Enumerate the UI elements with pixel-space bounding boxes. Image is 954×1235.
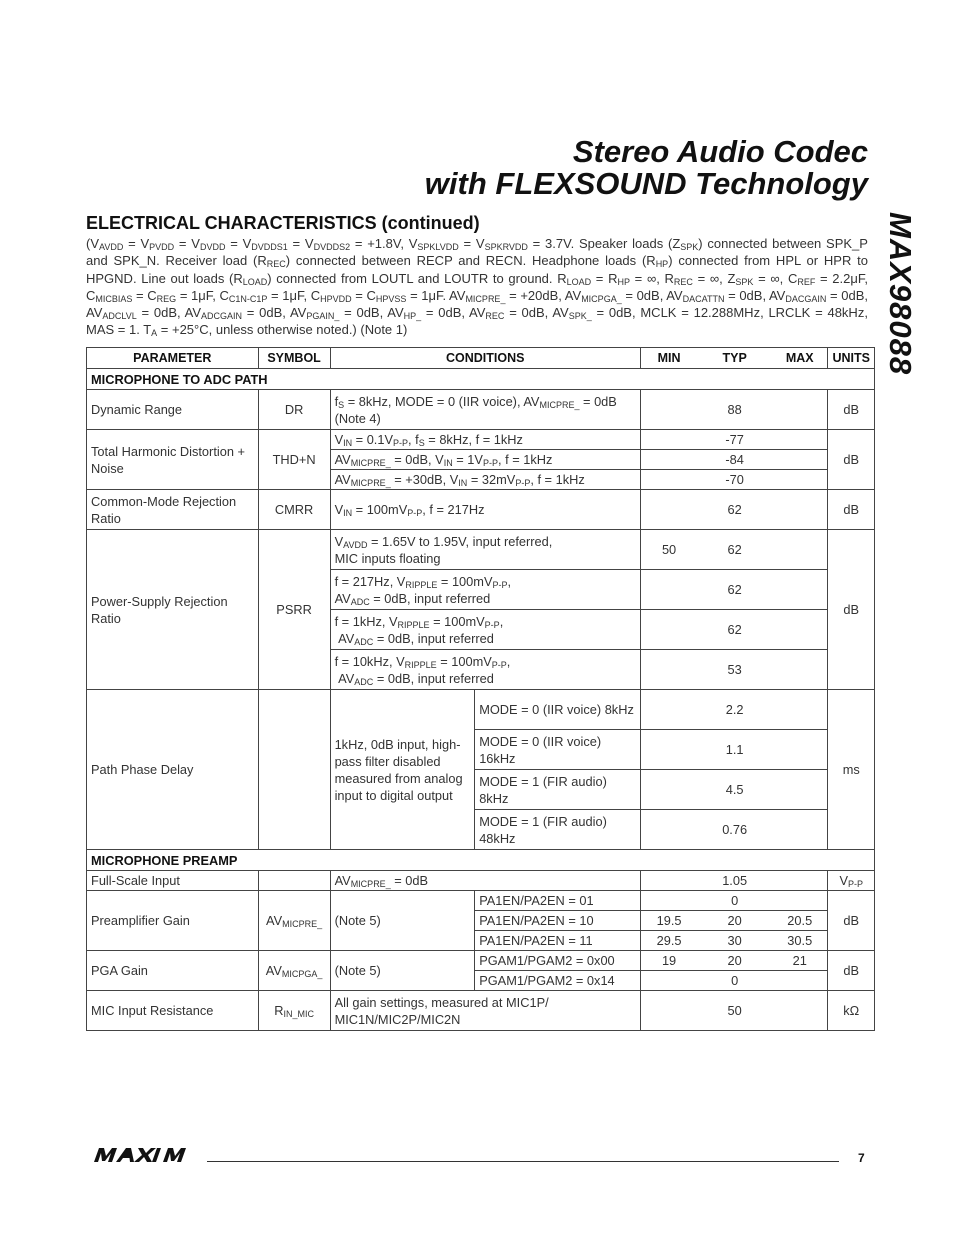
symbol-cell: THD+N [258, 430, 330, 490]
condition-cell: All gain settings, measured at MIC1P/ MIC1N/MIC2P/MIC2N [330, 991, 640, 1031]
typ-cell: 62 [697, 530, 772, 570]
setting-cell: PA1EN/PA2EN = 01 [475, 891, 641, 911]
col-units: UNITS [828, 348, 875, 369]
max-cell: 30.5 [772, 931, 828, 951]
typ-cell: -84 [697, 450, 772, 470]
symbol-cell: $R_{IN\_MIC}$ [258, 991, 330, 1031]
symbol-cell: CMRR [258, 490, 330, 530]
col-parameter: PARAMETER [87, 348, 259, 369]
col-max: MAX [772, 348, 828, 369]
typ-cell: 62 [697, 490, 772, 530]
section-row [87, 850, 875, 871]
condition-cell: $AV_{MICPRE\_} = 0dB$ [330, 871, 640, 891]
table-row [87, 430, 875, 450]
units-cell: dB [828, 951, 875, 991]
param-cell: PGA Gain [87, 951, 259, 991]
min-cell: 19 [640, 951, 697, 971]
condition-cell: 1kHz, 0dB input, high-pass filter disabled measured from analog input to digital output [330, 690, 475, 850]
condition-cell: $V_{IN} = 0.1V_{P-P}$, $f_S = 8kHz$, f = 1kHz [330, 430, 640, 450]
param-cell: Full-Scale Input [87, 871, 259, 891]
mode-cell: MODE = 1 (FIR audio) 8kHz [475, 770, 641, 810]
test-conditions: ($V_{AVDD} = V_{PVDD} = V_{DVDD} = V_{DVDDS1} = V_{DVDDS2} = +1.8V$, $V_{SPKLVDD} = V_{SPKRVDD} = 3.7V$. Speaker loads $(Z_{SPK})$ connected between SPK_P and SPK_N. Receiver load $(R_{REC})$ connected between RECP and RECN. Headphone loads $(R_{HP})$ connected from HPL or HPR to HPGND. Line out loads $(R_{LOAD})$ connected from LOUTL and LOUTR to ground. $R_{LOAD} = R_{HP}$ = ∞, $R_{REC}$ = ∞, $Z_{SPK}$ = ∞, $C_{REF} = 2.2\mu F$, $C_{MICBIAS} = C_{REG} = 1\mu F$, $C_{C1N-C1P} = 1\mu F$, $C_{HPVDD} = C_{HPVSS} = 1\mu F$. $AV_{MICPRE\_} = +20dB$, $AV_{MICPGA\_} = 0dB$, $AV_{DACATTN} = 0dB$, $AV_{DACGAIN} = 0dB$, $AV_{ADCLVL} = 0dB$, $AV_{ADCGAIN} = 0dB$, $AV_{PGAIN\_} = 0dB$, $AV_{HP\_} = 0dB$, $AV_{REC} = 0dB$, $AV_{SPK\_} = 0dB$, MCLK = 12.288MHz, LRCLK = 48kHz, MAS = 1. $T_A = +25^\circ C$, unless otherwise noted.) (Note 1) [86, 236, 868, 339]
col-symbol: SYMBOL [258, 348, 330, 369]
section-heading: ELECTRICAL CHARACTERISTICS (continued) [86, 213, 480, 233]
typ-cell: 20 [697, 911, 772, 931]
typ-cell: 53 [697, 650, 772, 690]
units-cell: dB [828, 490, 875, 530]
typ-cell: 30 [697, 931, 772, 951]
symbol-cell: PSRR [258, 530, 330, 690]
table-row [87, 530, 875, 570]
condition-cell: f = 1kHz, $V_{RIPPLE} = 100mV_{P-P}$, $AV_{ADC} = 0dB$, input referred [330, 610, 640, 650]
condition-cell: f = 217Hz, $V_{RIPPLE} = 100mV_{P-P}$, $AV_{ADC} = 0dB$, input referred [330, 570, 640, 610]
table-row [87, 871, 875, 891]
param-cell: MIC Input Resistance [87, 991, 259, 1031]
max-cell [772, 971, 828, 991]
footer-divider [207, 1161, 839, 1162]
min-cell [640, 971, 697, 991]
condition-cell: $V_{AVDD} = 1.65V$ to 1.95V, input referred, MIC inputs floating [330, 530, 640, 570]
min-cell [640, 390, 697, 430]
maxim-logo [90, 1147, 202, 1163]
max-cell [772, 891, 828, 911]
page-number: 7 [858, 1151, 865, 1165]
mode-cell: MODE = 1 (FIR audio) 48kHz [475, 810, 641, 850]
table-row [87, 390, 875, 430]
units-cell: dB [828, 530, 875, 690]
electrical-characteristics-table [86, 347, 875, 1031]
units-cell: dB [828, 390, 875, 430]
param-cell: Dynamic Range [87, 390, 259, 430]
param-cell: Path Phase Delay [87, 690, 259, 850]
max-cell: 21 [772, 951, 828, 971]
typ-cell: 0 [697, 891, 772, 911]
table-row [87, 690, 875, 730]
typ-cell: 4.5 [697, 770, 772, 810]
max-cell: 20.5 [772, 911, 828, 931]
min-cell: 29.5 [640, 931, 697, 951]
svg-text:MAXIM: MAXIM [90, 1147, 94, 1148]
symbol-cell: $AV_{MICPRE\_}$ [258, 891, 330, 951]
symbol-cell [258, 871, 330, 891]
setting-cell: PA1EN/PA2EN = 10 [475, 911, 641, 931]
typ-cell: 1.1 [697, 730, 772, 770]
units-cell: dB [828, 891, 875, 951]
condition-cell: $f_S = 8kHz$, MODE = 0 (IIR voice), $AV_{MICPRE\_} = 0dB$ (Note 4) [330, 390, 640, 430]
typ-cell: 0 [697, 971, 772, 991]
units-cell: kΩ [828, 991, 875, 1031]
param-cell: Total Harmonic Distortion + Noise [87, 430, 259, 490]
max-cell [772, 390, 828, 430]
title-line-1: Stereo Audio Codec [572, 134, 868, 169]
table-row [87, 490, 875, 530]
section-title: MICROPHONE TO ADC PATH [87, 369, 875, 390]
typ-cell: 20 [697, 951, 772, 971]
symbol-cell: $AV_{MICPGA\_}$ [258, 951, 330, 991]
typ-cell: 62 [697, 570, 772, 610]
condition-cell: $AV_{MICPRE\_} = +30dB$, $V_{IN} = 32mV_{P-P}$, f = 1kHz [330, 470, 640, 490]
min-cell: 50 [640, 530, 697, 570]
typ-cell: 50 [697, 991, 772, 1031]
table-header-row [87, 348, 875, 369]
typ-cell: -70 [697, 470, 772, 490]
title-line-2: with FLEXSOUND Technology [424, 166, 868, 201]
units-cell: ms [828, 690, 875, 850]
typ-cell: 88 [697, 390, 772, 430]
param-cell: Preamplifier Gain [87, 891, 259, 951]
setting-cell: PGAM1/PGAM2 = 0x14 [475, 971, 641, 991]
symbol-cell [258, 690, 330, 850]
typ-cell: 2.2 [697, 690, 772, 730]
table-row [87, 991, 875, 1031]
condition-cell: (Note 5) [330, 951, 475, 991]
typ-cell: 0.76 [697, 810, 772, 850]
min-cell [640, 891, 697, 911]
condition-cell: f = 10kHz, $V_{RIPPLE} = 100mV_{P-P}$, $AV_{ADC} = 0dB$, input referred [330, 650, 640, 690]
section-row [87, 369, 875, 390]
condition-cell: $AV_{MICPRE\_} = 0dB$, $V_{IN} = 1V_{P-P}$, f = 1kHz [330, 450, 640, 470]
part-number-side: MAX98088 [883, 212, 918, 376]
symbol-cell: DR [258, 390, 330, 430]
table-row [87, 891, 875, 911]
units-cell: dB [828, 430, 875, 490]
col-min: MIN [640, 348, 697, 369]
condition-cell: (Note 5) [330, 891, 475, 951]
min-cell: 19.5 [640, 911, 697, 931]
col-conditions: CONDITIONS [330, 348, 640, 369]
typ-cell: 1.05 [697, 871, 772, 891]
table-row [87, 951, 875, 971]
mode-cell: MODE = 0 (IIR voice) 16kHz [475, 730, 641, 770]
setting-cell: PGAM1/PGAM2 = 0x00 [475, 951, 641, 971]
setting-cell: PA1EN/PA2EN = 11 [475, 931, 641, 951]
mode-cell: MODE = 0 (IIR voice) 8kHz [475, 690, 641, 730]
typ-cell: 62 [697, 610, 772, 650]
param-cell: Common-Mode Rejection Ratio [87, 490, 259, 530]
condition-cell: $V_{IN} = 100mV_{P-P}$, f = 217Hz [330, 490, 640, 530]
typ-cell: -77 [697, 430, 772, 450]
col-typ: TYP [697, 348, 772, 369]
units-cell: $V_{P-P}$ [828, 871, 875, 891]
param-cell: Power-Supply Rejection Ratio [87, 530, 259, 690]
section-title: MICROPHONE PREAMP [87, 850, 875, 871]
